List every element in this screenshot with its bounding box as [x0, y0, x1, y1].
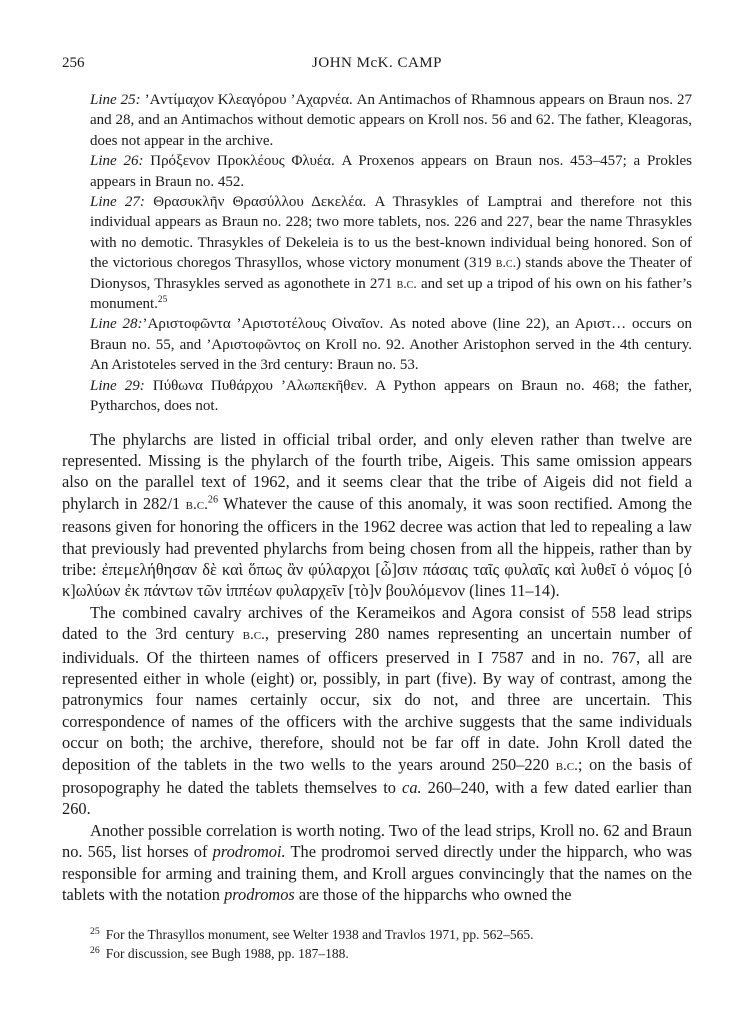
- line-note: Line 29: Πύθωνα Πυθάρχου ’Aλωπεκῆθεν. A Python appears on Braun no. 468; the father, Pytharchos, does not.: [90, 377, 692, 415]
- line-note: Line 26: Πρόξενον Πρoκλέους Φλυέα. A Proxenos appears on Braun nos. 453–457; a Prokles appears in Braun no. 452.: [90, 153, 692, 190]
- page-header: [62, 55, 692, 79]
- line-note: Line 27: Θρασυκλῆν Θρασύλλου Δεκελέα. A Thrasykles of Lamptrai and therefore not this individual appears as Braun no. 228; two more tablets, nos. 226 and 227, bear the name Thrasykles with no demotic. Thrasykles of Dekeleia is to us the best-known individual being honored. Son of the victorious choregos Thrasyllos, whose victory monument (319 b.c.) stands above the Theater of Dionysos, Thrasykles served as agonothete in 271 b.c. and set up a tripod of his own on his father’s monument.$^{25}$: [90, 194, 693, 313]
- footnote: $^{26}$ For discussion, see Bugh 1988, pp. 187–188.: [90, 944, 349, 961]
- line-note: Line 25: ’Aντίμαχον Kλεαγόρου ’Aχαρνέα. An Antimachos of Rhamnous appears on Braun nos. 27 and 28, and an Antimachos without demotic appears on Kroll nos. 56 and 62. The father, Kleagoras, does not appear in the archive.: [90, 92, 692, 149]
- line-note: Line 28:’Aριστοφῶντα ’Aριστοτέλους Oἰναῖον. As noted above (line 22), an Aριστ… occurs on Braun no. 55, and ’Aριστοφῶντος on Kroll no. 92. Another Aristophon served in the 4th century. An Aristoteles served in the 3rd century: Braun no. 53.: [90, 316, 692, 374]
- main-text: [62, 90, 692, 905]
- page-number: 256: [62, 55, 85, 71]
- running-head: JOHN McK. CAMP: [312, 55, 442, 71]
- paragraph: The combined cavalry archives of the Kerameikos and Agora consist of 558 lead strips dated to the 3rd century b.c., preserving 280 names representing an uncertain number of individuals. Of the thirteen names of officers preserved in I 7587 and in no. 767, all are represented either in whole (eight) or, possibly, in part (five). By way of contrast, among the patronymics four names certainly occur, six do not, and three are uncertain. This correspondence of names of the officers with the archive suggests that the same individuals occur on both; the archive, therefore, should not be far off in date. John Kroll dated the deposition of the tablets in the two wells to the years around 250–220 b.c.; on the basis of prosopography he dated the tablets themselves to ca. 260–240, with a few dated earlier than 260.: [62, 602, 692, 819]
- footnote: $^{25}$ For the Thrasyllos monument, see Welter 1938 and Travlos 1971, pp. 562–565.: [90, 925, 534, 942]
- paragraph: Another possible correlation is worth noting. Two of the lead strips, Kroll no. 62 and Braun no. 565, list horses of prodromoi. The prodromoi served directly under the hipparch, who was responsible for arming and training them, and Kroll argues convincingly that the names on the tablets with the notation prodromos are those of the hipparchs who owned the: [62, 820, 692, 905]
- paragraph: The phylarchs are listed in official tribal order, and only eleven rather than twelve are represented. Missing is the phylarch of the fourth tribe, Aigeis. This same omission appears also on the parallel text of 1962, and it seems clear that the tribe of Aigeis did not field a phylarch in 282/1 b.c.$^{26}$ Whatever the cause of this anomaly, it was soon rectified. Among the reasons given for honoring the officers in the 1962 decree was action that led to repealing a law that previously had prevented phylarchs from being chosen from all the hippeis, rather than by tribe: ἐπεμελήθησαν δὲ καὶ ὅπως ἂν φύλαρχοι [ὧ]σιν πάσαις ταῖς φυλαῖς καὶ λυθεῖ ὁ νόμος [ὁ κ]ωλύων ἐκ πάντων τῶν ἱππέων φυλαρχεῖν [τὸ]ν βουλόμενον (lines 11–14).: [62, 429, 692, 601]
- footnote-ref: 26: [207, 494, 219, 506]
- footnote-ref: 25: [157, 295, 168, 306]
- footnotes: [62, 925, 692, 963]
- line-notes: [90, 90, 692, 417]
